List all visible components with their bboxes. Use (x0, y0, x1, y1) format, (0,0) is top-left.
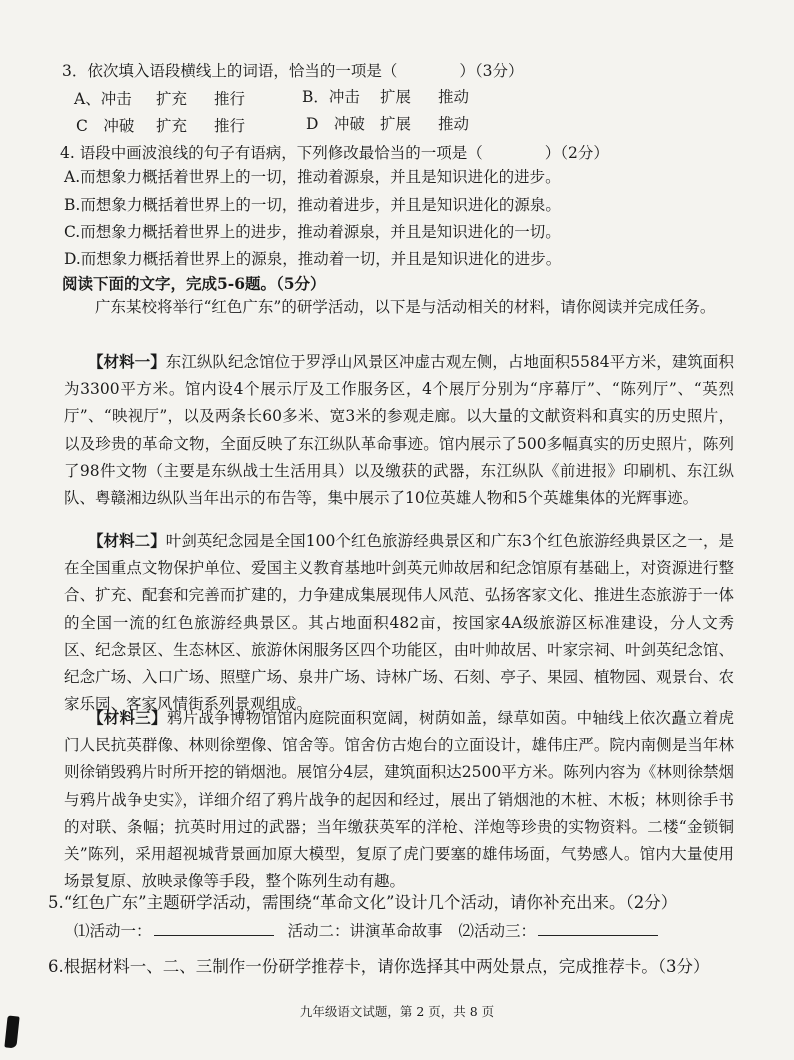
q4-option-a: A.而想象力概括着世界上的一切，推动着源泉，并且是知识进化的进步。 (64, 168, 561, 186)
material-three-text: 鸦片战争博物馆馆内庭院面积宽阔，树荫如盖，绿草如茵。中轴线上依次矗立着虎门人民抗英群像、林则徐塑像、馆舍等。馆舍仿古炮台的立面设计，雄伟庄严。院内南侧是当年林则徐销毁鸦片时所开挖的销烟池。展馆分4层，建筑面积达2500平方米。陈列内容为《林则徐禁烟与鸦片战争史实》，详细介绍了鸦片战争的起因和经过，展出了销烟池的木桩、木板；林则徐手书的对联、条幅；抗英时用过的武器；当年缴获英军的洋枪、洋炮等珍贵的实物资料。二楼“金锁铜关”陈列，采用超视城背景画加原大模型，复原了虎门要塞的雄伟场面，气势感人。馆内大量使用场景复原、放映录像等手段，整个陈列生动有趣。 (64, 709, 734, 891)
ink-mark (4, 1015, 19, 1048)
material-one (64, 348, 734, 512)
reading-heading: 阅读下面的文字，完成5-6题。（5分） (62, 274, 326, 293)
q4-option-d: D.而想象力概括着世界上的源泉，推动着一切，并且是知识进化的进步。 (64, 250, 562, 268)
material-three-label: 【材料三】 (88, 708, 167, 727)
q5-activity-three-blank[interactable] (538, 919, 658, 936)
q5-activity-one-blank[interactable] (154, 919, 274, 936)
page-footer: 九年级语文试题，第 2 页，共 8 页 (299, 1004, 495, 1019)
q3-option-d: D 冲破 扩展 推动 (306, 115, 470, 133)
q5-stem: 5.“红色广东”主题研学活动，需围绕“革命文化”设计几个活动，请你补充出来。（2分） (48, 893, 678, 912)
q6-stem: 6.根据材料一、二、三制作一份研学推荐卡，请你选择其中两处景点，完成推荐卡。（3分） (48, 957, 710, 976)
material-one-label: 【材料一】 (88, 352, 166, 371)
q3-stem: 3．依次填入语段横线上的词语，恰当的一项是（ ）（3分） (62, 62, 524, 80)
q3-option-a: A、冲击 扩充 推行 (74, 90, 246, 108)
q4-option-c: C.而想象力概括着世界上的进步，推动着源泉，并且是知识进化的一切。 (64, 223, 561, 241)
reading-intro: 广东某校将举行“红色广东”的研学活动，以下是与活动相关的材料，请你阅读并完成任务。 (95, 298, 716, 316)
material-one-text: 东江纵队纪念馆位于罗浮山风景区冲虚古观左侧，占地面积5584平方米，建筑面积为3300平方米。馆内设4个展示厅及工作服务区，4个展厅分别为“序幕厅”、“陈列厅”、“英烈厅”、“映视厅”，以及两条长60多米、宽3米的参观走廊。以大量的文献资料和真实的历史照片，以及珍贵的革命文物，全面反映了东江纵队革命事迹。馆内展示了500多幅真实的历史照片，陈列了98件文物（主要是东纵战士生活用具）以及缴获的武器，东江纵队《前进报》印刷机、东江纵队、粤赣湘边纵队当年出示的布告等，集中展示了10位英雄人物和5个英雄集体的光辉事迹。 (64, 353, 734, 508)
q4-stem: 4. 语段中画波浪线的句子有语病，下列修改最恰当的一项是（ ）（2分） (60, 144, 609, 162)
q3-option-b: B．冲击 扩展 推动 (302, 88, 470, 106)
q5-activity-two: 活动二：讲演革命故事 (287, 922, 443, 940)
q4-option-b: B.而想象力概括着世界上的一切，推动着进步，并且是知识进化的源泉。 (64, 196, 561, 214)
q5-activity-one-label: ⑴活动一： (74, 922, 152, 940)
material-two-text: 叶剑英纪念园是全国100个红色旅游经典景区和广东3个红色旅游经典景区之一，是在全国重点文物保护单位、爱国主义教育基地叶剑英元帅故居和纪念馆原有基础上，对资源进行整合、扩充、配套和完善而扩建的，力争建成集展现伟人风范、弘扬客家文化、推进生态旅游于一体的全国一流的红色旅游经典景区。其占地面积482亩，按国家4A级旅游区标准建设，分人文秀区、纪念景区、生态林区、旅游休闲服务区四个功能区，由叶帅故居、叶家宗祠、叶剑英纪念馆、纪念广场、入口广场、照壁广场、泉井广场、诗林广场、石刻、亭子、果园、植物园、观景台、农家乐园、客家风情街系列景观组成。 (64, 532, 734, 714)
material-two (64, 527, 734, 718)
material-three (64, 704, 734, 895)
q3-option-c: C 冲破 扩充 推行 (76, 117, 246, 135)
material-two-label: 【材料二】 (88, 531, 166, 550)
q5-answers (74, 919, 658, 942)
q5-activity-three-label: ⑵活动三： (458, 922, 537, 940)
